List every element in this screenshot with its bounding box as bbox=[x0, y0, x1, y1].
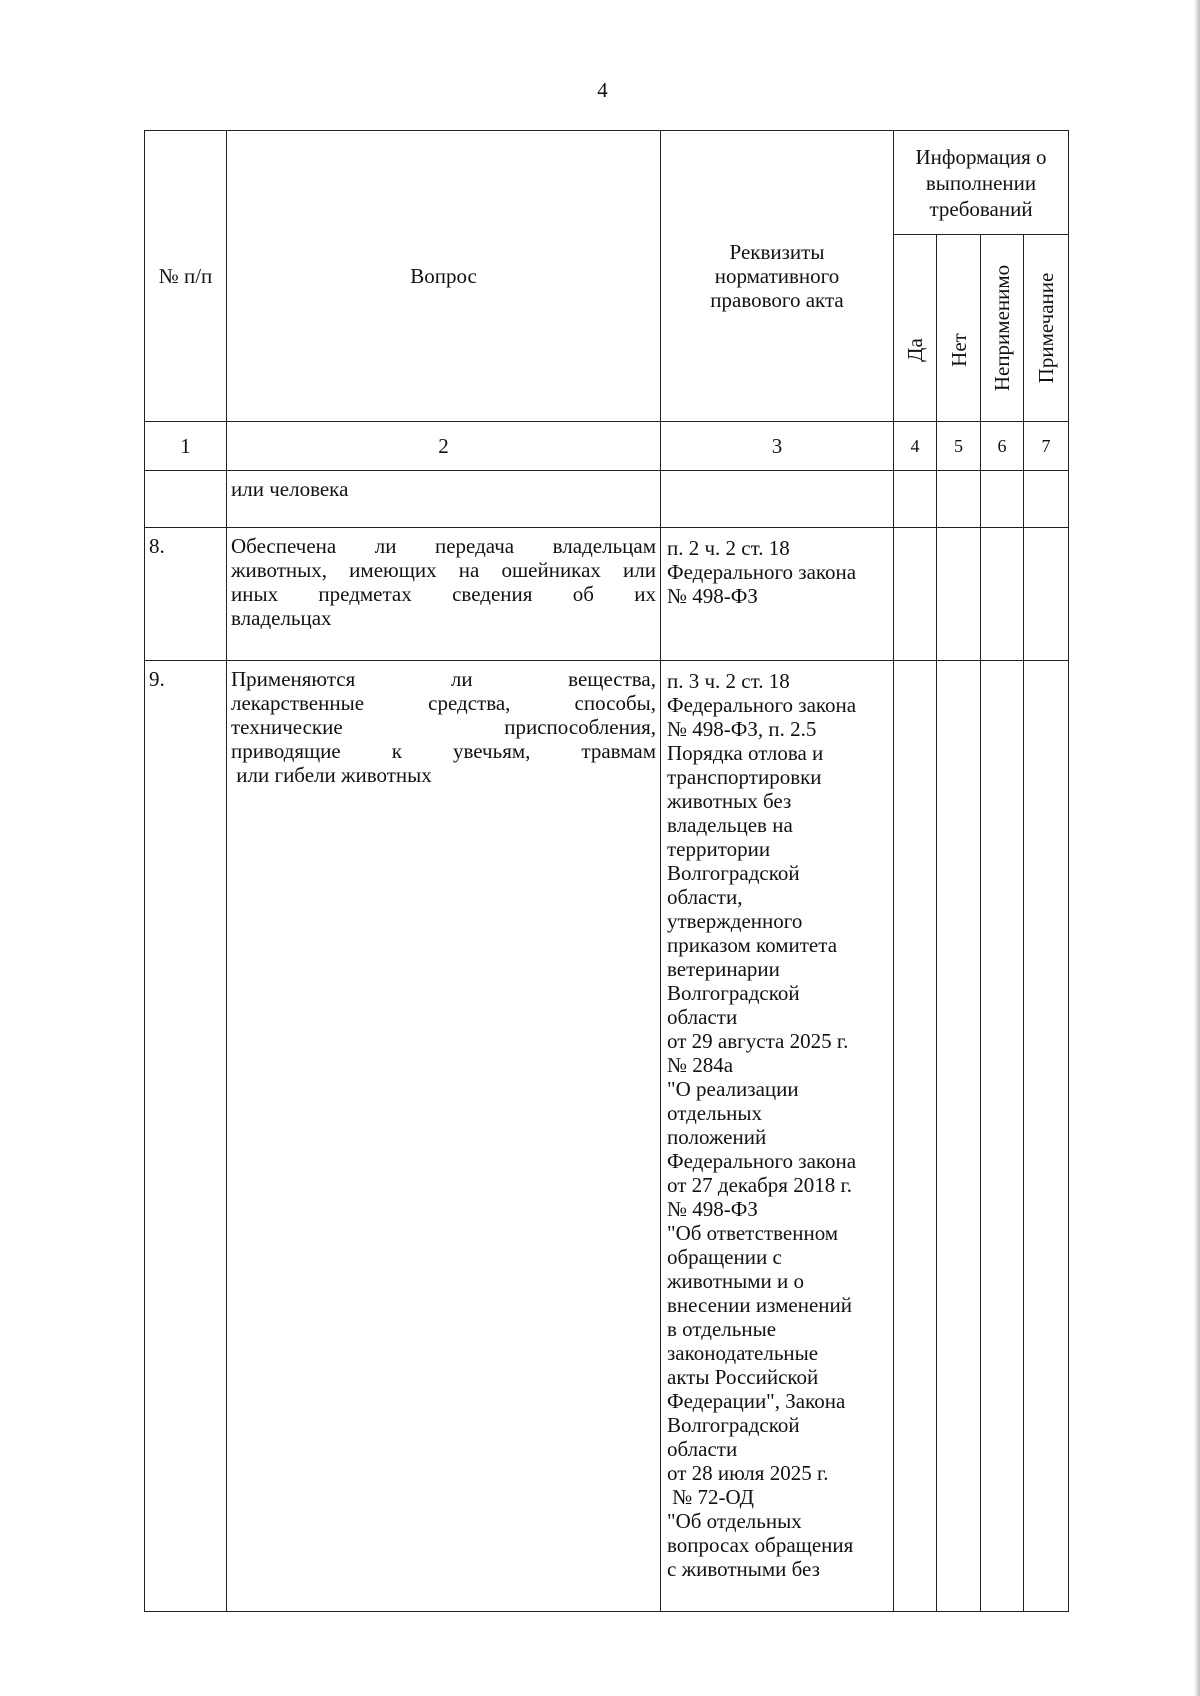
answer-not-applicable-cell[interactable] bbox=[981, 471, 1024, 528]
table-row bbox=[145, 528, 1069, 661]
requisites-line: № 498-ФЗ, п. 2.5 bbox=[667, 717, 817, 741]
row-requisites bbox=[661, 661, 894, 1612]
question-line: или гибели животных bbox=[231, 763, 432, 787]
header-requisites: Реквизиты нормативного правового акта bbox=[661, 131, 894, 422]
requisites-line: владельцев на bbox=[667, 813, 793, 837]
requisites-line: ветеринарии bbox=[667, 957, 780, 981]
requisites-line: вопросах обращения bbox=[667, 1533, 854, 1557]
row-number bbox=[145, 471, 227, 528]
row-number: 8. bbox=[145, 528, 227, 661]
question-line: иных предметах сведения об их bbox=[231, 582, 656, 606]
requisites-line: внесении изменений bbox=[667, 1293, 852, 1317]
requisites-line: области, bbox=[667, 885, 743, 909]
requisites-line: отдельных bbox=[667, 1101, 763, 1125]
requisites-line: приказом комитета bbox=[667, 933, 838, 957]
table-row bbox=[145, 471, 1069, 528]
column-number: 4 bbox=[894, 422, 937, 471]
requisites-line: территории bbox=[667, 837, 771, 861]
header-no-label: Нет bbox=[946, 333, 971, 368]
page-number: 4 bbox=[597, 78, 608, 102]
column-number: 1 bbox=[145, 422, 227, 471]
header-note bbox=[1024, 235, 1069, 422]
row-requisites bbox=[661, 471, 894, 528]
question-line: владельцах bbox=[231, 606, 332, 630]
requisites-line: Волгоградской bbox=[667, 981, 800, 1005]
page-edge-shadow bbox=[1194, 0, 1200, 1696]
requisites-line: п. 2 ч. 2 ст. 18 bbox=[667, 536, 790, 560]
header-question: Вопрос bbox=[227, 131, 661, 422]
requisites-line: области bbox=[667, 1005, 738, 1029]
requisites-line: от 28 июля 2025 г. bbox=[667, 1461, 829, 1485]
column-number-row bbox=[145, 422, 1069, 471]
header-no bbox=[937, 235, 981, 422]
answer-no-cell[interactable] bbox=[937, 471, 981, 528]
requisites-line: п. 3 ч. 2 ст. 18 bbox=[667, 669, 790, 693]
header-yes bbox=[894, 235, 937, 422]
requisites-line: транспортировки bbox=[667, 765, 822, 789]
answer-note-cell[interactable] bbox=[1024, 471, 1069, 528]
requisites-line: "О реализации bbox=[667, 1077, 799, 1101]
requisites-line: в отдельные bbox=[667, 1317, 777, 1341]
answer-not-applicable-cell[interactable] bbox=[981, 661, 1024, 1612]
header-num: № п/п bbox=[145, 131, 227, 422]
header-yes-label: Да bbox=[903, 338, 927, 363]
requisites-line: Волгоградской bbox=[667, 1413, 800, 1437]
answer-note-cell[interactable] bbox=[1024, 661, 1069, 1612]
requisites-line: животных без bbox=[667, 789, 792, 813]
header-not-applicable-label: Неприменимо bbox=[990, 264, 1014, 392]
table-row bbox=[145, 661, 1069, 1612]
requisites-line: Волгоградской bbox=[667, 861, 800, 885]
requisites-line: № 284а bbox=[667, 1053, 734, 1077]
column-number: 3 bbox=[661, 422, 894, 471]
requisites-line: законодательные bbox=[667, 1341, 819, 1365]
requisites-line: Порядка отлова и bbox=[667, 741, 824, 765]
requisites-line: Федерального закона bbox=[667, 1149, 857, 1173]
question-line: Обеспечена ли передача владельцам bbox=[231, 534, 656, 558]
requisites-line: № 72-ОД bbox=[667, 1485, 754, 1509]
answer-yes-cell[interactable] bbox=[894, 661, 937, 1612]
requisites-line: Федерального закона bbox=[667, 560, 857, 584]
requisites-line: с животными без bbox=[667, 1557, 820, 1581]
requisites-line: обращении с bbox=[667, 1245, 782, 1269]
question-line: технические приспособления, bbox=[231, 715, 656, 739]
requisites-line: утвержденного bbox=[667, 909, 803, 933]
checklist-table bbox=[144, 130, 1069, 1612]
column-number: 7 bbox=[1024, 422, 1069, 471]
row-question bbox=[227, 661, 661, 1612]
answer-not-applicable-cell[interactable] bbox=[981, 528, 1024, 661]
question-line: или человека bbox=[231, 477, 349, 501]
requisites-line: животными и о bbox=[667, 1269, 805, 1293]
answer-yes-cell[interactable] bbox=[894, 471, 937, 528]
requisites-line: от 29 августа 2025 г. bbox=[667, 1029, 849, 1053]
requisites-line: Федерации", Закона bbox=[667, 1389, 846, 1413]
answer-yes-cell[interactable] bbox=[894, 528, 937, 661]
row-number: 9. bbox=[145, 661, 227, 1612]
requisites-line: положений bbox=[667, 1125, 767, 1149]
question-line: Применяются ли вещества, bbox=[231, 667, 656, 691]
requisites-line: "Об отдельных bbox=[667, 1509, 802, 1533]
row-requisites bbox=[661, 528, 894, 661]
column-number: 5 bbox=[937, 422, 981, 471]
requisites-line: Федерального закона bbox=[667, 693, 857, 717]
header-info: Информация о выполнении требований bbox=[894, 131, 1069, 235]
column-number: 6 bbox=[981, 422, 1024, 471]
header-note-label: Примечание bbox=[1034, 272, 1059, 384]
requisites-line: № 498-ФЗ bbox=[667, 584, 758, 608]
question-line: животных, имеющих на ошейниках или bbox=[231, 558, 656, 582]
answer-no-cell[interactable] bbox=[937, 661, 981, 1612]
header-not-applicable bbox=[981, 235, 1024, 422]
question-line: лекарственные средства, способы, bbox=[231, 691, 656, 715]
requisites-line: от 27 декабря 2018 г. bbox=[667, 1173, 852, 1197]
requisites-line: "Об ответственном bbox=[667, 1221, 839, 1245]
column-number: 2 bbox=[227, 422, 661, 471]
answer-no-cell[interactable] bbox=[937, 528, 981, 661]
row-question bbox=[227, 471, 661, 528]
requisites-line: № 498-ФЗ bbox=[667, 1197, 758, 1221]
requisites-line: акты Российской bbox=[667, 1365, 819, 1389]
row-question bbox=[227, 528, 661, 661]
answer-note-cell[interactable] bbox=[1024, 528, 1069, 661]
requisites-line: области bbox=[667, 1437, 738, 1461]
question-line: приводящие к увечьям, травмам bbox=[231, 739, 656, 763]
